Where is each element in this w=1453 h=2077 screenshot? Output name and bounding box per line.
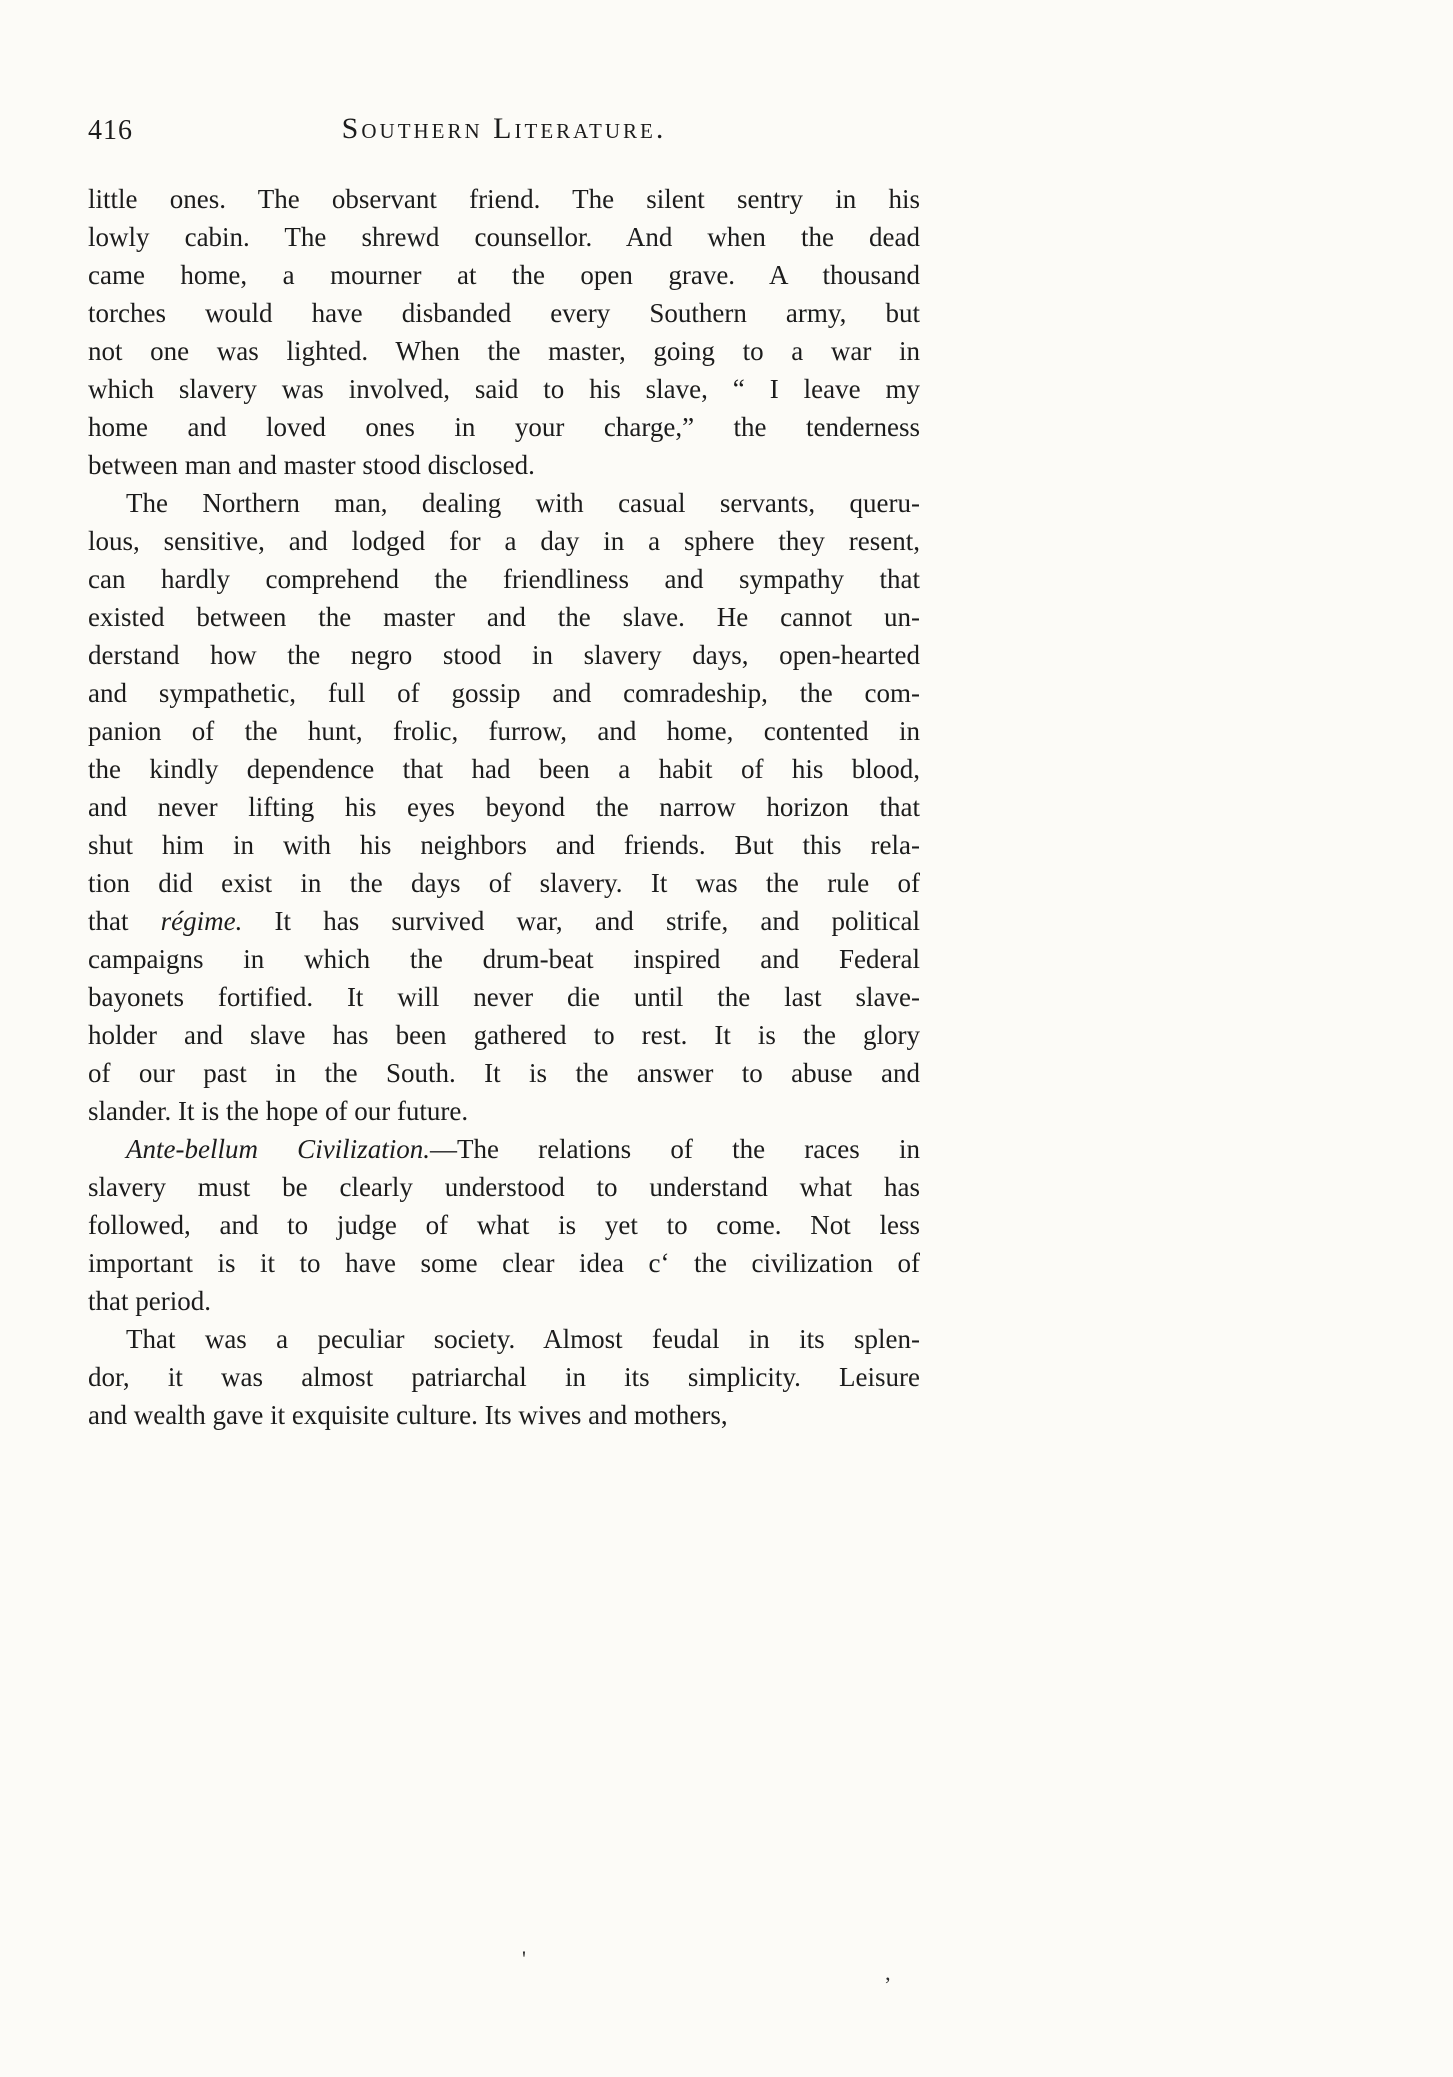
text-line bbox=[88, 1016, 920, 1054]
text-segment: torches would have disbanded every Southern army, but bbox=[88, 298, 920, 328]
page-number: 416 bbox=[88, 115, 133, 146]
text-segment: that period. bbox=[88, 1286, 211, 1316]
text-segment: campaigns in which the drum-beat inspired and Federal bbox=[88, 944, 920, 974]
paragraph bbox=[88, 180, 920, 484]
text-line bbox=[88, 1206, 920, 1244]
text-segment: tion did exist in the days of slavery. It was the rule of bbox=[88, 868, 920, 898]
text-line bbox=[88, 1130, 920, 1168]
text-segment: followed, and to judge of what is yet to come. Not less bbox=[88, 1210, 920, 1240]
text-segment: not one was lighted. When the master, going to a war in bbox=[88, 336, 920, 366]
text-segment: little ones. The observant friend. The silent sentry in his bbox=[88, 184, 920, 214]
paragraph bbox=[88, 484, 920, 1130]
text-line bbox=[88, 940, 920, 978]
text-line bbox=[88, 1054, 920, 1092]
text-segment: slavery must be clearly understood to understand what has bbox=[88, 1172, 920, 1202]
text-segment: can hardly comprehend the friendliness and sympathy that bbox=[88, 564, 920, 594]
scan-speck: ’ bbox=[884, 1972, 892, 1997]
text-line bbox=[88, 788, 920, 826]
scan-speck: ' bbox=[522, 1946, 526, 1971]
text-segment: which slavery was involved, said to his slave, “ I leave my bbox=[88, 374, 920, 404]
text-line bbox=[88, 1092, 920, 1130]
text-line bbox=[88, 256, 920, 294]
text-segment: That was a peculiar society. Almost feudal in its splen- bbox=[126, 1324, 920, 1354]
text-line bbox=[88, 332, 920, 370]
text-segment: lowly cabin. The shrewd counsellor. And when the dead bbox=[88, 222, 920, 252]
text-segment: derstand how the negro stood in slavery days, open-hearted bbox=[88, 640, 920, 670]
text-segment: home and loved ones in your charge,” the tenderness bbox=[88, 412, 920, 442]
page-header bbox=[88, 112, 920, 154]
text-segment: and sympathetic, full of gossip and comradeship, the com- bbox=[88, 678, 920, 708]
text-line bbox=[88, 560, 920, 598]
text-segment: that bbox=[88, 906, 161, 936]
paragraph bbox=[88, 1320, 920, 1434]
text-line bbox=[88, 1320, 920, 1358]
text-line bbox=[88, 180, 920, 218]
text-line bbox=[88, 978, 920, 1016]
running-title: Southern Literature. bbox=[341, 112, 667, 145]
text-segment: and never lifting his eyes beyond the narrow horizon that bbox=[88, 792, 920, 822]
text-line bbox=[88, 636, 920, 674]
text-segment: and wealth gave it exquisite culture. Its wives and mothers, bbox=[88, 1400, 728, 1430]
text-segment: the kindly dependence that had been a habit of his blood, bbox=[88, 754, 920, 784]
text-line bbox=[88, 408, 920, 446]
text-line bbox=[88, 674, 920, 712]
text-segment: holder and slave has been gathered to rest. It is the glory bbox=[88, 1020, 920, 1050]
text-segment: panion of the hunt, frolic, furrow, and home, contented in bbox=[88, 716, 920, 746]
text-line bbox=[88, 1358, 920, 1396]
text-line bbox=[88, 1244, 920, 1282]
text-segment: came home, a mourner at the open grave. A thousand bbox=[88, 260, 920, 290]
text-segment: between man and master stood disclosed. bbox=[88, 450, 535, 480]
text-segment: shut him in with his neighbors and friends. But this rela- bbox=[88, 830, 920, 860]
text-line bbox=[88, 294, 920, 332]
text-line bbox=[88, 750, 920, 788]
text-line bbox=[88, 902, 920, 940]
text-line bbox=[88, 370, 920, 408]
text-segment: The Northern man, dealing with casual servants, queru- bbox=[126, 488, 920, 518]
page-body bbox=[88, 180, 920, 1434]
text-segment: bayonets fortified. It will never die until the last slave- bbox=[88, 982, 920, 1012]
paragraph bbox=[88, 1130, 920, 1320]
text-segment: lous, sensitive, and lodged for a day in a sphere they resent, bbox=[88, 526, 920, 556]
text-line bbox=[88, 484, 920, 522]
text-segment: existed between the master and the slave. He cannot un- bbox=[88, 602, 920, 632]
italic-text: régime. bbox=[160, 906, 243, 936]
text-line bbox=[88, 1396, 920, 1434]
text-line bbox=[88, 446, 920, 484]
text-segment: important is it to have some clear idea c‘ the civilization of bbox=[88, 1248, 920, 1278]
text-segment: —The relations of the races in bbox=[429, 1134, 920, 1164]
text-line bbox=[88, 826, 920, 864]
text-line bbox=[88, 1168, 920, 1206]
text-segment: of our past in the South. It is the answer to abuse and bbox=[88, 1058, 920, 1088]
italic-text: Ante-bellum Civilization. bbox=[126, 1134, 430, 1164]
text-line bbox=[88, 522, 920, 560]
text-line bbox=[88, 712, 920, 750]
text-line bbox=[88, 218, 920, 256]
text-segment: slander. It is the hope of our future. bbox=[88, 1096, 469, 1126]
text-line bbox=[88, 598, 920, 636]
text-line bbox=[88, 864, 920, 902]
text-segment: dor, it was almost patriarchal in its simplicity. Leisure bbox=[88, 1362, 920, 1392]
text-line bbox=[88, 1282, 920, 1320]
text-segment: It has survived war, and strife, and political bbox=[242, 906, 920, 936]
